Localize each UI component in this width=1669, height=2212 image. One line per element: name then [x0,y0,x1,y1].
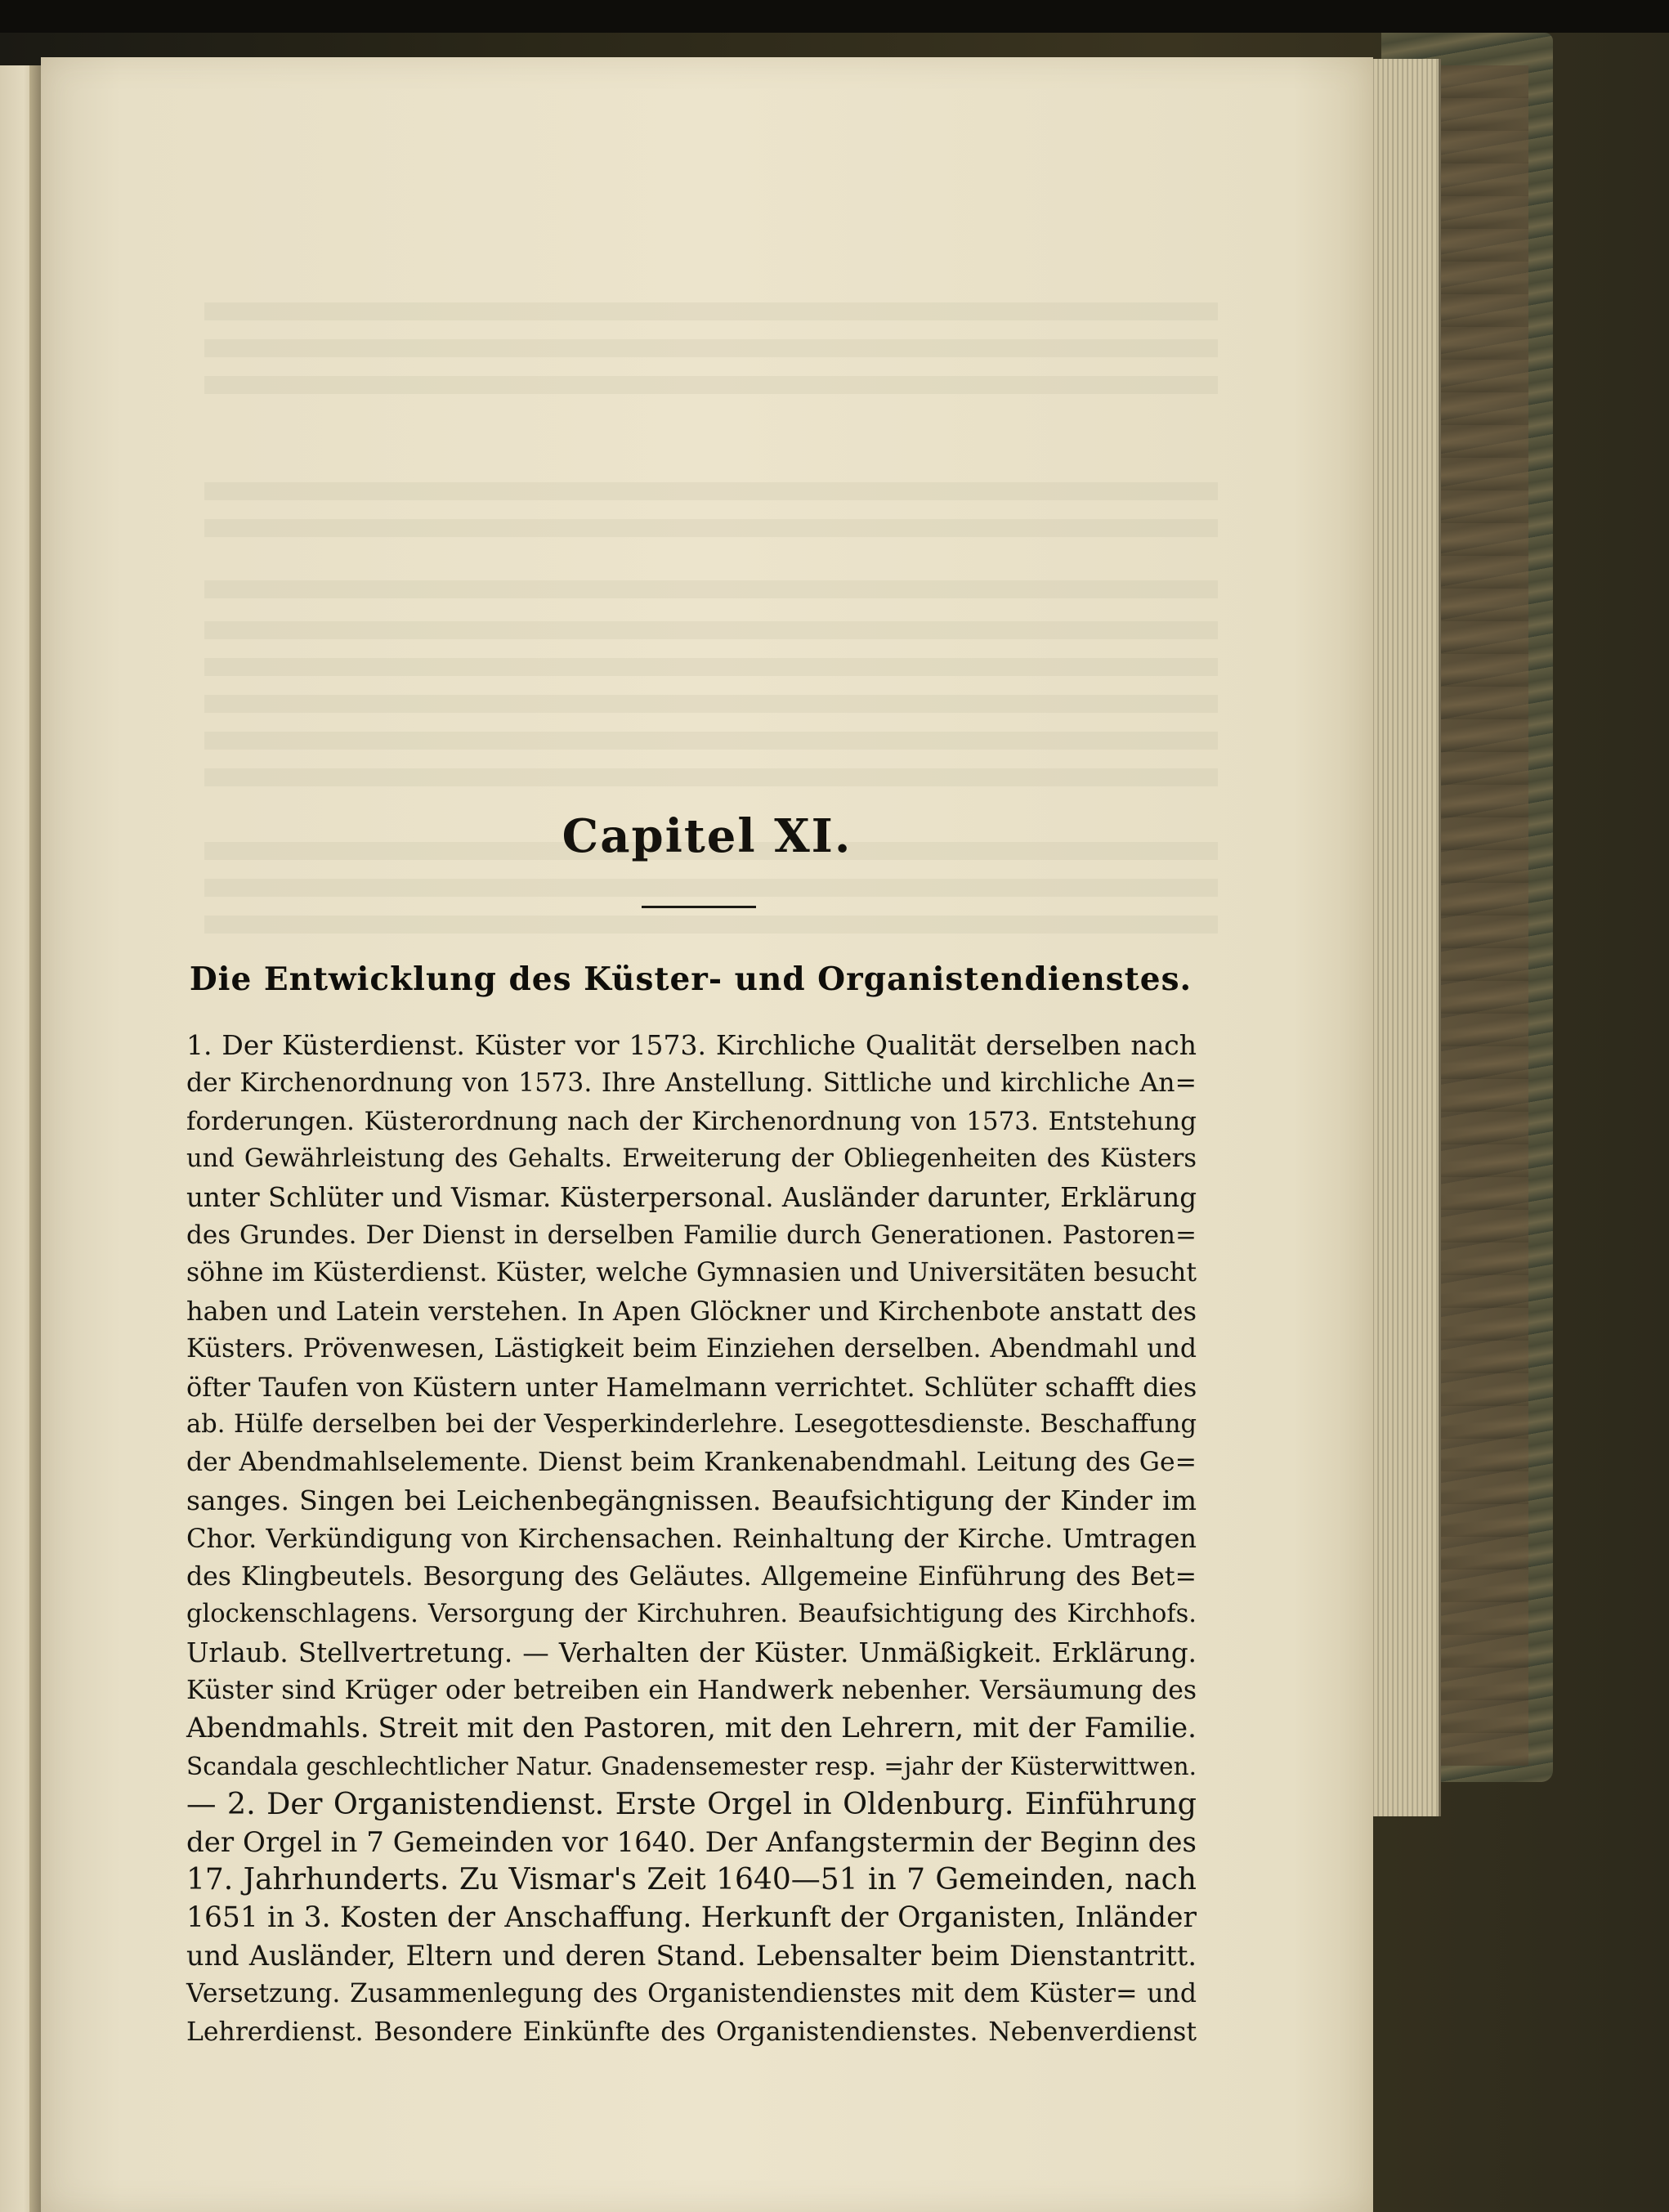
summary-line: Urlaub. Stellvertretung. — Verhalten der Küster. Unmäßigkeit. Erklärung. [186,1637,1197,1668]
title-divider [642,906,756,908]
summary-line: der Kirchenordnung von 1573. Ihre Anstellung. Sittliche und kirchliche An= [186,1068,1197,1099]
show-through [204,879,1218,897]
summary-line: ab. Hülfe derselben bei der Vesperkinderlehre. Lesegottesdienste. Beschaffung [186,1410,1197,1440]
show-through [204,621,1218,639]
summary-line: Abendmahls. Streit mit den Pastoren, mit den Lehrern, mit der Familie. [186,1712,1197,1745]
summary-line: Versetzung. Zusammenlegung des Organistendienstes mit dem Küster= und [186,1979,1197,2009]
show-through [204,658,1218,676]
show-through [204,482,1218,500]
show-through [204,580,1218,598]
show-through [204,695,1218,713]
section-heading: Die Entwicklung des Küster- und Organistendienstes. [189,960,1192,998]
summary-line: des Grundes. Der Dienst in derselben Familie durch Generationen. Pastoren= [186,1220,1197,1251]
book-cover-edge [1439,65,1528,1766]
summary-line: des Klingbeutels. Besorgung des Geläutes. Allgemeine Einführung des Bet= [186,1561,1197,1592]
summary-line: öfter Taufen von Küstern unter Hamelmann verrichtet. Schlüter schafft dies [186,1371,1197,1403]
summary-line: 17. Jahrhunderts. Zu Vismar's Zeit 1640—51 in 7 Gemeinden, nach [186,1862,1197,1896]
summary-line: und Ausländer, Eltern und deren Stand. Lebensalter beim Dienstantritt. [186,1939,1197,1972]
show-through [204,302,1218,320]
summary-line: — 2. Der Organistendienst. Erste Orgel in Oldenburg. Einführung [186,1786,1197,1822]
show-through [204,768,1218,786]
summary-line: sanges. Singen bei Leichenbegängnissen. Beaufsichtigung der Kinder im [186,1484,1197,1516]
summary-line: söhne im Küsterdienst. Küster, welche Gymnasien und Universitäten besucht [186,1258,1197,1288]
show-through [204,519,1218,537]
show-through [204,376,1218,394]
summary-line: glockenschlagens. Versorgung der Kirchuhren. Beaufsichtigung des Kirchhofs. [186,1600,1197,1629]
summary-line: Küsters. Prövenwesen, Lästigkeit beim Einziehen derselben. Abendmahl und [186,1334,1197,1364]
summary-line: Scandala geschlechtlicher Natur. Gnadensemester resp. =jahr der Küsterwittwen. [186,1752,1197,1780]
chapter-summary [186,1027,1197,2051]
summary-line: 1651 in 3. Kosten der Anschaffung. Herkunft der Organisten, Inländer [186,1901,1197,1935]
summary-line: 1. Der Küsterdienst. Küster vor 1573. Kirchliche Qualität derselben nach [186,1029,1197,1061]
chapter-title: Capitel XI. [562,809,852,863]
show-through [204,339,1218,357]
summary-line: Küster sind Krüger oder betreiben ein Handwerk nebenher. Versäumung des [186,1675,1197,1705]
summary-line: unter Schlüter und Vismar. Küsterpersonal. Ausländer darunter, Erklärung [186,1181,1197,1213]
summary-line: der Orgel in 7 Gemeinden vor 1640. Der Anfangstermin der Beginn des [186,1825,1197,1859]
summary-line: der Abendmahlselemente. Dienst beim Krankenabendmahl. Leitung des Ge= [186,1448,1197,1478]
summary-line: forderungen. Küsterordnung nach der Kirchenordnung von 1573. Entstehung [186,1106,1197,1136]
page-stack-edge [1365,59,1441,1816]
show-through [204,916,1218,934]
summary-line: und Gewährleistung des Gehalts. Erweiterung der Obliegenheiten des Küsters [186,1144,1197,1174]
summary-line: Lehrerdienst. Besondere Einkünfte des Organistendienstes. Nebenverdienst [186,2017,1197,2047]
book-page [41,57,1373,2212]
show-through [204,732,1218,750]
summary-line: haben und Latein verstehen. In Apen Glöckner und Kirchenbote anstatt des [186,1295,1197,1327]
summary-line: Chor. Verkündigung von Kirchensachen. Reinhaltung der Kirche. Umtragen [186,1523,1197,1555]
gutter [29,65,41,2212]
